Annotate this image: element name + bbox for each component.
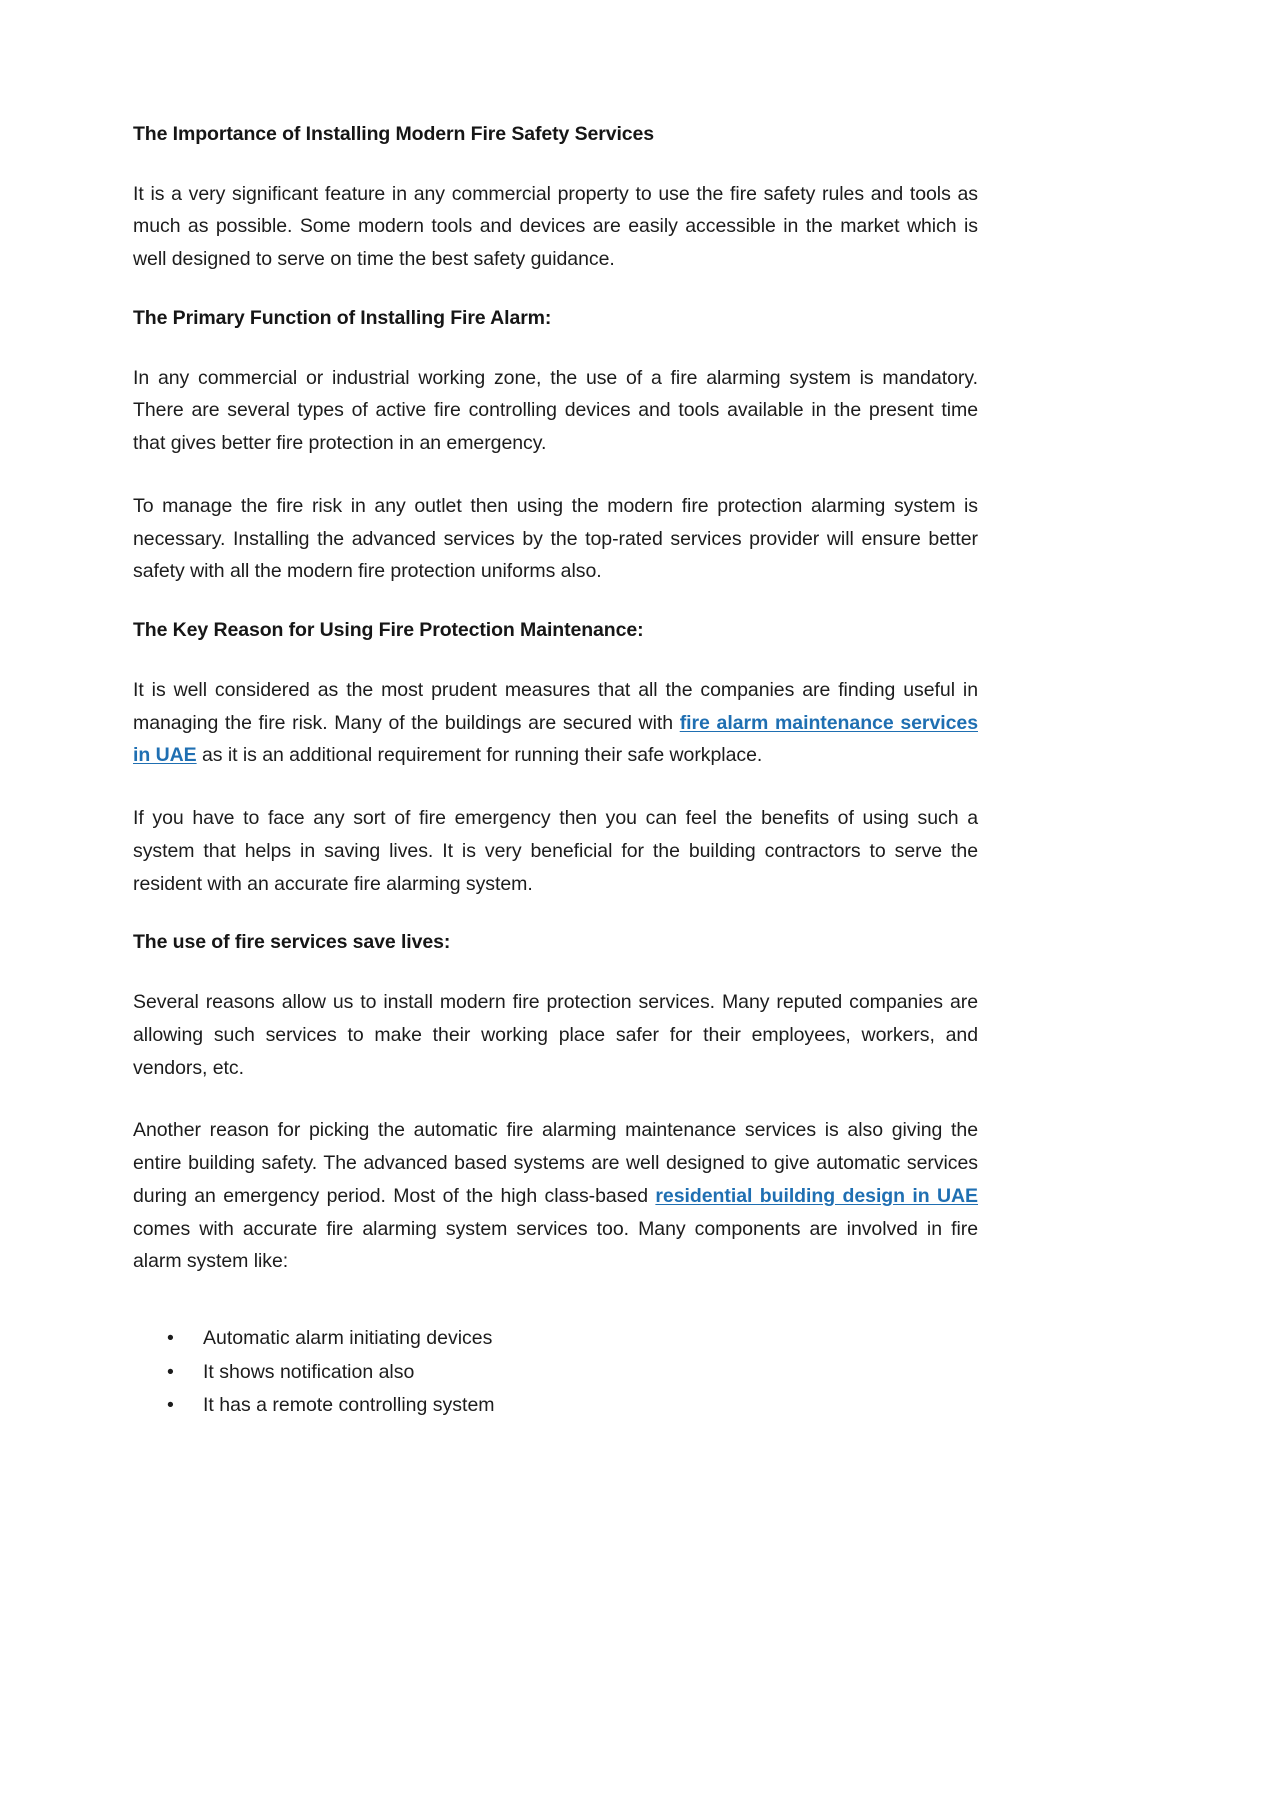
list-item-label: It shows notification also	[203, 1360, 415, 1383]
list-item-label: Automatic alarm initiating devices	[203, 1327, 493, 1350]
paragraph-save-lives-text-before: Another reason for picking the automatic fire alarming maintenance services is also giving the entire building safety. The advanced based systems are well designed to give automatic services during an emergency period. Most of the high class-based	[133, 1119, 978, 1207]
page-title: The Importance of Installing Modern Fire Safety Services	[133, 123, 655, 145]
paragraph-key-reason-text-after: as it is an additional requirement for running their safe workplace.	[196, 744, 763, 767]
paragraph-key-reason-1	[133, 674, 978, 772]
paragraph-intro: It is a very significant feature in any commercial property to use the fire safety rules and tools as much as possible. Some modern tools and devices are easily accessible in the market which is well designed to serve on time the best safety guidance.	[133, 182, 978, 271]
list-item	[133, 1389, 978, 1423]
link-residential-building-design-uae[interactable]: residential building design in UAE	[655, 1184, 979, 1207]
paragraph-save-lives-text-after: comes with accurate fire alarming system services too. Many components are involved in fire alarm system like:	[133, 1217, 978, 1273]
section-heading-key-reason: The Key Reason for Using Fire Protection Maintenance:	[133, 619, 644, 642]
section-heading-primary-function: The Primary Function of Installing Fire Alarm:	[133, 306, 552, 329]
paragraph-key-reason-2: If you have to face any sort of fire emergency then you can feel the benefits of using such a system that helps in saving lives. It is very beneficial for the building contractors to serve the resident with an accurate fire alarming system.	[133, 807, 978, 895]
document-body	[133, 122, 978, 1423]
link-fire-alarm-maintenance-services-uae[interactable]: fire alarm maintenance services in UAE	[133, 711, 978, 767]
list-item	[133, 1322, 978, 1356]
bullet-icon: •	[167, 1327, 174, 1350]
list-item	[133, 1356, 978, 1390]
paragraph-save-lives-1: Several reasons allow us to install modern fire protection services. Many reputed companies are allowing such services to make their working place safer for their employees, workers, and vendors, etc.	[133, 991, 978, 1079]
bullet-icon: •	[167, 1360, 174, 1383]
paragraph-key-reason-text-before: It is well considered as the most prudent measures that all the companies are finding useful in managing the fire risk. Many of the buildings are secured with	[133, 678, 978, 734]
list-item-label: It has a remote controlling system	[203, 1394, 495, 1417]
list-spacer	[133, 1308, 978, 1322]
bullet-icon: •	[167, 1394, 174, 1417]
paragraph-primary-function-2: To manage the fire risk in any outlet then using the modern fire protection alarming system is necessary. Installing the advanced services by the top-rated services provider will ensure better safety with all the modern fire protection uniforms also.	[133, 494, 978, 583]
paragraph-save-lives-2	[133, 1114, 978, 1278]
paragraph-primary-function-1: In any commercial or industrial working zone, the use of a fire alarming system is mandatory. There are several types of active fire controlling devices and tools available in the present time that gives better fire protection in an emergency.	[133, 366, 978, 455]
section-heading-save-lives: The use of fire services save lives:	[133, 931, 451, 954]
fire-alarm-components-list	[133, 1322, 978, 1423]
